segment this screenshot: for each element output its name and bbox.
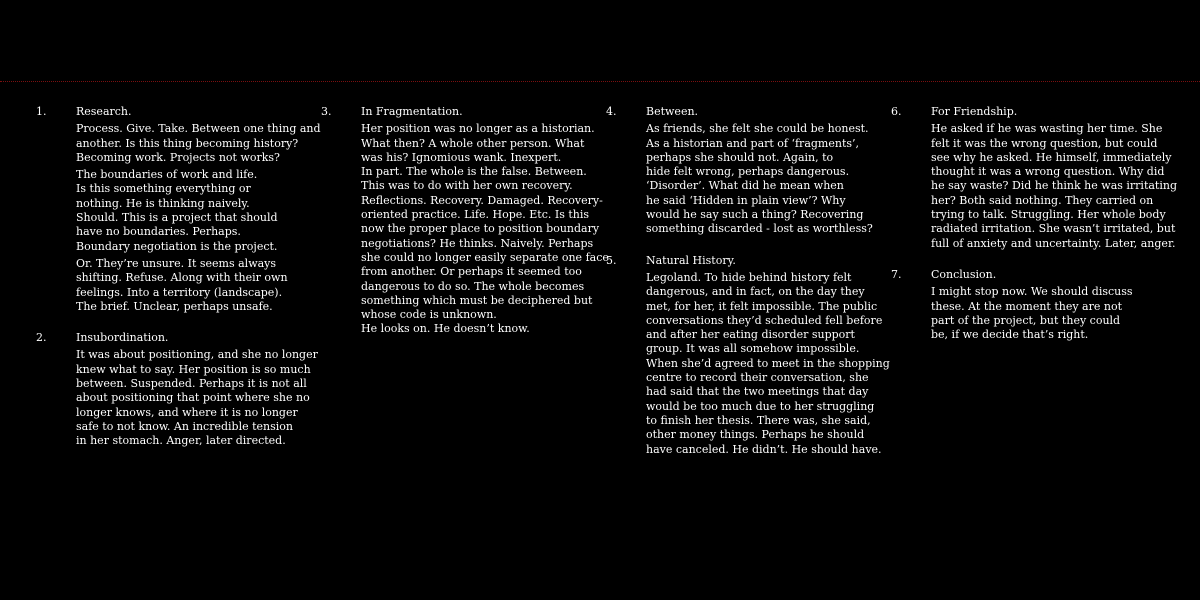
text-line: group. It was all somehow impossible.	[646, 342, 860, 356]
section-body	[931, 285, 1176, 342]
paragraph	[76, 122, 321, 165]
section-title: In Fragmentation.	[361, 105, 463, 118]
column-3	[606, 105, 891, 457]
section-body	[646, 122, 891, 236]
paragraph	[931, 285, 1176, 342]
text-line: met, for her, it felt impossible. The public	[646, 299, 878, 313]
text-line: Reflections. Recovery. Damaged. Recovery-	[361, 193, 603, 207]
text-line: He looks on. He doesn’t know.	[361, 322, 530, 336]
text-line: had said that the two meetings that day	[646, 385, 869, 399]
text-line: This was to do with her own recovery.	[361, 179, 573, 193]
text-line: knew what to say. Her position is so much	[76, 362, 311, 376]
text-line: be, if we decide that’s right.	[931, 328, 1089, 342]
text-line: thought it was a wrong question. Why did	[931, 165, 1165, 179]
text-line: What then? A whole other person. What	[361, 136, 585, 150]
text-line: trying to talk. Struggling. Her whole body	[931, 208, 1166, 222]
section-natural-history	[606, 254, 891, 457]
text-line: conversations they’d scheduled fell before	[646, 313, 883, 327]
text-line: ‘Disorder’. What did he mean when	[646, 179, 844, 193]
text-line: see why he asked. He himself, immediately	[931, 150, 1172, 164]
divider-rule	[0, 81, 1200, 82]
section-body	[76, 122, 321, 314]
section-body	[646, 271, 891, 457]
text-line: In part. The whole is the false. Between.	[361, 165, 587, 179]
text-line: nothing. He is thinking naively.	[76, 196, 250, 210]
text-line: Should. This is a project that should	[76, 211, 278, 225]
text-line: was his? Ignomious wank. Inexpert.	[361, 150, 562, 164]
text-line: would he say such a thing? Recovering	[646, 208, 864, 222]
text-line: to finish her thesis. There was, she said,	[646, 413, 871, 427]
text-line: perhaps she should not. Again, to	[646, 150, 834, 164]
section-number: 5.	[606, 253, 617, 267]
section-research	[36, 105, 321, 314]
paragraph	[76, 348, 321, 448]
text-line: Boundary negotiation is the project.	[76, 239, 278, 253]
text-line: When she’d agreed to meet in the shopping	[646, 356, 890, 370]
text-line: radiated irritation. She wasn’t irritated, but	[931, 222, 1176, 236]
text-line: part of the project, but they could	[931, 313, 1121, 327]
text-line: The brief. Unclear, perhaps unsafe.	[76, 299, 273, 313]
section-number: 7.	[891, 267, 902, 281]
text-line: in her stomach. Anger, later directed.	[76, 434, 286, 448]
text-line: she could no longer easily separate one face	[361, 250, 609, 264]
text-line: he say waste? Did he think he was irritating	[931, 179, 1177, 193]
text-line: these. At the moment they are not	[931, 299, 1123, 313]
section-title: Conclusion.	[931, 267, 997, 281]
text-line: Her position was no longer as a historian.	[361, 122, 595, 136]
paragraph	[646, 271, 891, 457]
text-line: felt it was the wrong question, but could	[931, 136, 1158, 150]
text-line: Is this something everything or	[76, 182, 251, 196]
section-conclusion	[891, 268, 1176, 342]
text-line: from another. Or perhaps it seemed too	[361, 265, 582, 279]
text-line: whose code is unknown.	[361, 308, 497, 322]
section-title: Research.	[76, 105, 132, 118]
text-line: longer knows, and where it is no longer	[76, 405, 298, 419]
text-line: another. Is this thing becoming history?	[76, 136, 299, 150]
text-line: It was about positioning, and she no longer	[76, 348, 318, 362]
text-line: shifting. Refuse. Along with their own	[76, 271, 288, 285]
text-line: feelings. Into a territory (landscape).	[76, 285, 283, 299]
text-line: dangerous to do so. The whole becomes	[361, 279, 585, 293]
section-insubordination	[36, 331, 321, 448]
text-line: He asked if he was wasting her time. She	[931, 122, 1163, 136]
paragraph	[76, 257, 321, 314]
section-number: 3.	[321, 105, 332, 118]
text-line: something which must be deciphered but	[361, 293, 593, 307]
paragraph	[931, 122, 1176, 251]
section-number: 2.	[36, 331, 47, 345]
text-line: something discarded - lost as worthless?	[646, 222, 873, 236]
section-in-fragmentation	[321, 105, 609, 337]
text-line: her? Both said nothing. They carried on	[931, 193, 1154, 207]
text-line: negotiations? He thinks. Naively. Perhaps	[361, 236, 594, 250]
text-line: The boundaries of work and life.	[76, 168, 258, 182]
text-line: centre to record their conversation, she	[646, 371, 869, 385]
text-line: hide felt wrong, perhaps dangerous.	[646, 165, 850, 179]
section-body	[361, 122, 609, 336]
text-line: As a historian and part of ‘fragments’,	[646, 136, 860, 150]
text-line: would be too much due to her struggling	[646, 399, 875, 413]
text-line: have no boundaries. Perhaps.	[76, 225, 241, 239]
section-number: 4.	[606, 105, 617, 118]
section-body	[76, 348, 321, 448]
column-1	[36, 105, 321, 449]
section-for-friendship	[891, 105, 1176, 251]
text-line: between. Suspended. Perhaps it is not all	[76, 377, 307, 391]
section-title: Between.	[646, 105, 699, 118]
text-line: dangerous, and in fact, on the day they	[646, 285, 865, 299]
text-line: and after her eating disorder support	[646, 328, 855, 342]
text-line: safe to not know. An incredible tension	[76, 419, 293, 433]
section-title: Natural History.	[646, 253, 736, 267]
text-line: he said ‘Hidden in plain view’? Why	[646, 193, 846, 207]
section-title: Insubordination.	[76, 331, 169, 345]
section-title: For Friendship.	[931, 105, 1018, 118]
text-line: oriented practice. Life. Hope. Etc. Is this	[361, 208, 589, 222]
text-line: other money things. Perhaps he should	[646, 428, 865, 442]
text-line: I might stop now. We should discuss	[931, 285, 1133, 299]
text-line: full of anxiety and uncertainty. Later, anger.	[931, 236, 1176, 250]
section-number: 6.	[891, 105, 902, 118]
paragraph	[361, 122, 609, 336]
text-line: Legoland. To hide behind history felt	[646, 270, 852, 284]
paragraph	[76, 168, 321, 254]
column-4	[891, 105, 1176, 342]
text-line: about positioning that point where she no	[76, 391, 310, 405]
text-line: Becoming work. Projects not works?	[76, 150, 280, 164]
paragraph	[646, 122, 891, 236]
text-line: now the proper place to position boundary	[361, 222, 600, 236]
text-line: As friends, she felt she could be honest.	[646, 122, 869, 136]
section-number: 1.	[36, 105, 47, 118]
section-body	[931, 122, 1176, 251]
text-line: Process. Give. Take. Between one thing and	[76, 122, 321, 136]
section-between	[606, 105, 891, 237]
text-line: have canceled. He didn’t. He should have.	[646, 442, 882, 456]
text-line: Or. They’re unsure. It seems always	[76, 256, 277, 270]
column-2	[321, 105, 609, 337]
